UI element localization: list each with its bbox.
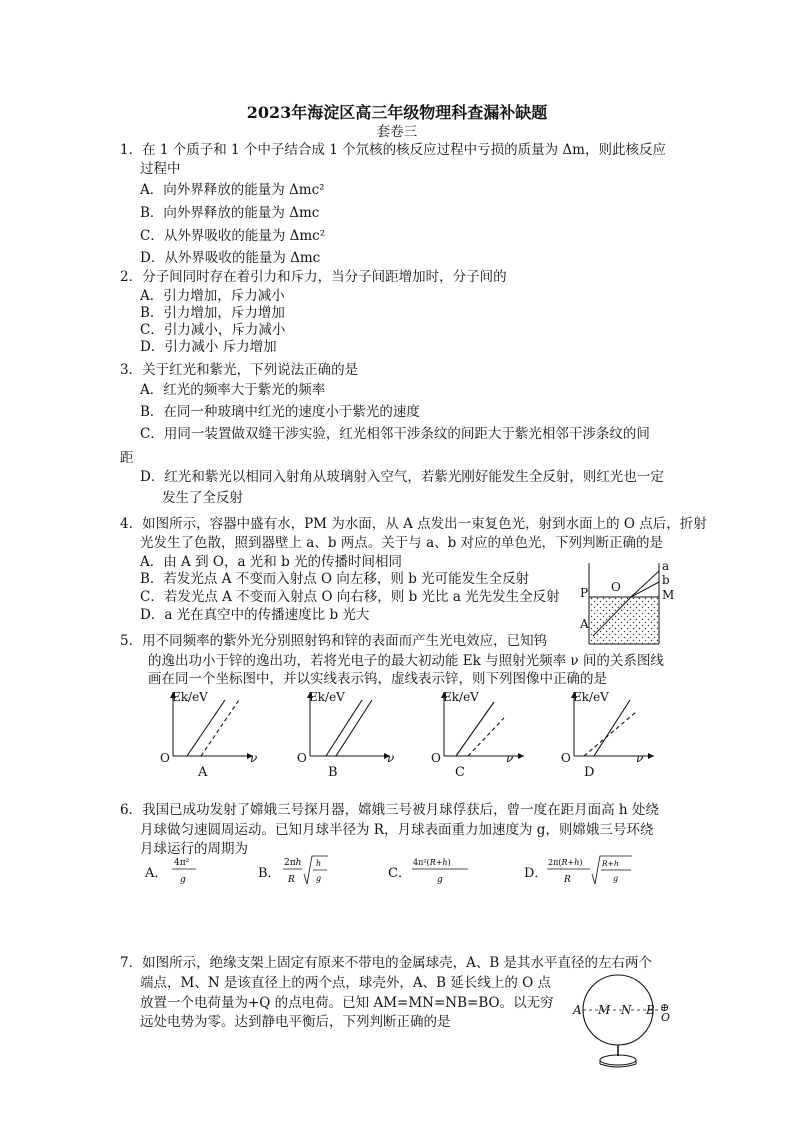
label-a-end: A xyxy=(573,1003,582,1017)
label-b: b xyxy=(662,573,670,587)
svg-text:g: g xyxy=(437,875,443,885)
graph-c-xlabel: ν xyxy=(506,751,514,765)
question-stem-cont2: 画在同一个坐标图中，并以实线表示钨，虚线表示锌，则下列图像中正确的是 xyxy=(148,671,607,687)
option-a: A．引力增加，斥力减小 xyxy=(140,288,285,304)
svg-text:R+h: R+h xyxy=(602,859,619,868)
question-stem-cont2: 月球运行的周期为 xyxy=(140,841,248,857)
option-b: B． xyxy=(258,866,281,881)
question-stem: 如图所示，绝缘支架上固定有原来不带电的金属球壳，A、B 是其水平直径的左右两个 xyxy=(142,955,653,971)
graph-c-ylabel: Ek/eV xyxy=(443,690,479,704)
question-6 xyxy=(120,801,680,820)
graph-a-caption: A xyxy=(198,765,208,780)
graph-a-origin: O xyxy=(160,751,170,765)
option-a: A．向外界释放的能量为 Δmc² xyxy=(140,182,325,198)
question-stem: 分子间同时存在着引力和斥力，当分子间距增加时，分子间的 xyxy=(142,269,507,285)
question-number: 5． xyxy=(120,633,143,649)
graph-c-caption: C xyxy=(455,765,465,780)
question-number: 4． xyxy=(120,516,143,532)
label-m: M xyxy=(662,588,675,602)
formula-a xyxy=(168,852,202,888)
question-stem-cont: 的逸出功小于锌的逸出功，若将光电子的最大初动能 Ek 与照射光频率 ν 间的关系图线 xyxy=(148,653,664,669)
graph-d-caption: D xyxy=(584,765,595,780)
question-1 xyxy=(120,141,680,160)
page-subtitle: 套卷三 xyxy=(376,124,418,140)
graph-b-ylabel: Ek/eV xyxy=(309,690,345,704)
option-c: C．若发光点 A 不变而入射点 O 向右移，则 b 光比 a 光先发生全反射 xyxy=(140,589,560,605)
option-b: B．引力增加，斥力增加 xyxy=(140,305,285,321)
svg-text:R: R xyxy=(288,875,295,885)
question-stem: 用不同频率的紫外光分别照射钨和锌的表面而产生光电效应，已知钨 xyxy=(142,633,548,649)
formula-d xyxy=(546,852,636,888)
option-a: A．红光的频率大于紫光的频率 xyxy=(140,382,326,398)
option-b: B．向外界释放的能量为 Δmc xyxy=(140,205,320,221)
graph-b-caption: B xyxy=(328,765,338,780)
question-5 xyxy=(120,632,680,651)
question-stem-cont2: 放置一个电荷量为+Q 的点电荷。已知 AM=MN=NB=BO。以无穷 xyxy=(140,995,554,1011)
option-c-cont: 距 xyxy=(120,450,134,466)
label-a: a xyxy=(662,559,670,573)
svg-text:2π(R+h): 2π(R+h) xyxy=(548,858,583,867)
svg-text:4π²: 4π² xyxy=(174,858,190,868)
graph-a-xlabel: ν xyxy=(250,751,258,765)
graph-d-origin: O xyxy=(561,751,571,765)
question-stem-cont: 月球做匀速圆周运动。已知月球半径为 R，月球表面重力加速度为 g，则嫦娥三号环绕 xyxy=(140,822,654,838)
option-c: C．引力减小，斥力减小 xyxy=(140,322,286,338)
point-charge-icon: ⊕ xyxy=(660,1001,670,1014)
label-o: O xyxy=(661,1011,671,1024)
label-a-point: A xyxy=(580,617,589,631)
page-title: 2023年海淀区高三年级物理科查漏补缺题 xyxy=(246,103,548,122)
option-d: D．引力减小 斥力增加 xyxy=(140,339,277,355)
question-stem-cont: 光发生了色散，照到器壁上 a、b 两点。关于与 a、b 对应的单色光，下列判断正确的是 xyxy=(140,535,664,551)
label-m: M xyxy=(598,1003,611,1017)
svg-text:g: g xyxy=(316,874,322,883)
label-p: P xyxy=(580,586,589,600)
question-stem: 关于红光和紫光，下列说法正确的是 xyxy=(142,362,359,378)
graph-d-ylabel: Ek/eV xyxy=(573,690,609,704)
question-stem-cont: 端点，M、N 是该直径上的两个点，球壳外，A、B 延长线上的 O 点 xyxy=(140,975,552,991)
option-b: B．若发光点 A 不变而入射点 O 向左移，则 b 光可能发生全反射 xyxy=(140,571,530,587)
option-c: C．从外界吸收的能量为 Δmc² xyxy=(140,228,326,244)
question-stem-cont3: 远处电势为零。达到静电平衡后，下列判断正确的是 xyxy=(140,1014,451,1030)
question-3 xyxy=(120,361,680,380)
option-d: D． xyxy=(524,866,548,881)
svg-text:g: g xyxy=(613,874,619,883)
graph-b-origin: O xyxy=(297,751,307,765)
option-d: D．a 光在真空中的传播速度比 b 光大 xyxy=(140,607,370,623)
question-stem-cont: 过程中 xyxy=(140,161,181,177)
label-b-end: B xyxy=(646,1003,655,1017)
option-d-cont: 发生了全反射 xyxy=(162,490,243,506)
graph-a-ylabel: Ek/eV xyxy=(172,690,208,704)
svg-text:h: h xyxy=(316,859,322,868)
question-stem: 我国已成功发射了嫦娥三号探月器，嫦娥三号被月球俘获后，曾一度在距月面高 h 处绕 xyxy=(142,802,659,818)
option-a: A．由 A 到 O，a 光和 b 光的传播时间相同 xyxy=(140,554,403,570)
svg-text:g: g xyxy=(180,875,186,885)
option-d: D．从外界吸收的能量为 Δmc xyxy=(140,250,321,266)
question-number: 7． xyxy=(120,955,143,971)
option-a: A． xyxy=(145,866,168,881)
label-o: O xyxy=(611,580,621,594)
graph-c-origin: O xyxy=(431,751,441,765)
question-stem: 如图所示，容器中盛有水，PM 为水面，从 A 点发出一束复色光，射到水面上的 O 点后，折射 xyxy=(142,516,707,532)
option-c: C． xyxy=(388,866,411,881)
formula-c xyxy=(410,852,472,888)
svg-text:2πh: 2πh xyxy=(284,858,302,868)
svg-text:R: R xyxy=(564,875,571,885)
question-number: 2． xyxy=(120,269,143,285)
graph-b-xlabel: ν xyxy=(387,751,395,765)
question-7 xyxy=(120,954,700,973)
option-d: D．红光和紫光以相同入射角从玻璃射入空气，若紫光刚好能发生全反射，则红光也一定 xyxy=(140,469,664,485)
option-c: C．用同一装置做双缝干涉实验，红光相邻干涉条纹的间距大于紫光相邻干涉条纹的间 xyxy=(140,426,650,442)
question-stem: 在 1 个质子和 1 个中子结合成 1 个氘核的核反应过程中亏损的质量为 Δm，则此核反应 xyxy=(142,142,666,158)
svg-text:4π²(R+h): 4π²(R+h) xyxy=(413,858,451,867)
graph-d-xlabel: ν xyxy=(636,751,644,765)
label-n: N xyxy=(621,1003,632,1017)
question-2 xyxy=(120,268,680,287)
option-b: B．在同一种玻璃中红光的速度小于紫光的速度 xyxy=(140,404,420,420)
question-4 xyxy=(120,515,720,534)
question-number: 1． xyxy=(120,142,143,158)
question-number: 6． xyxy=(120,802,143,818)
formula-b xyxy=(282,852,332,888)
question-number: 3． xyxy=(120,362,143,378)
